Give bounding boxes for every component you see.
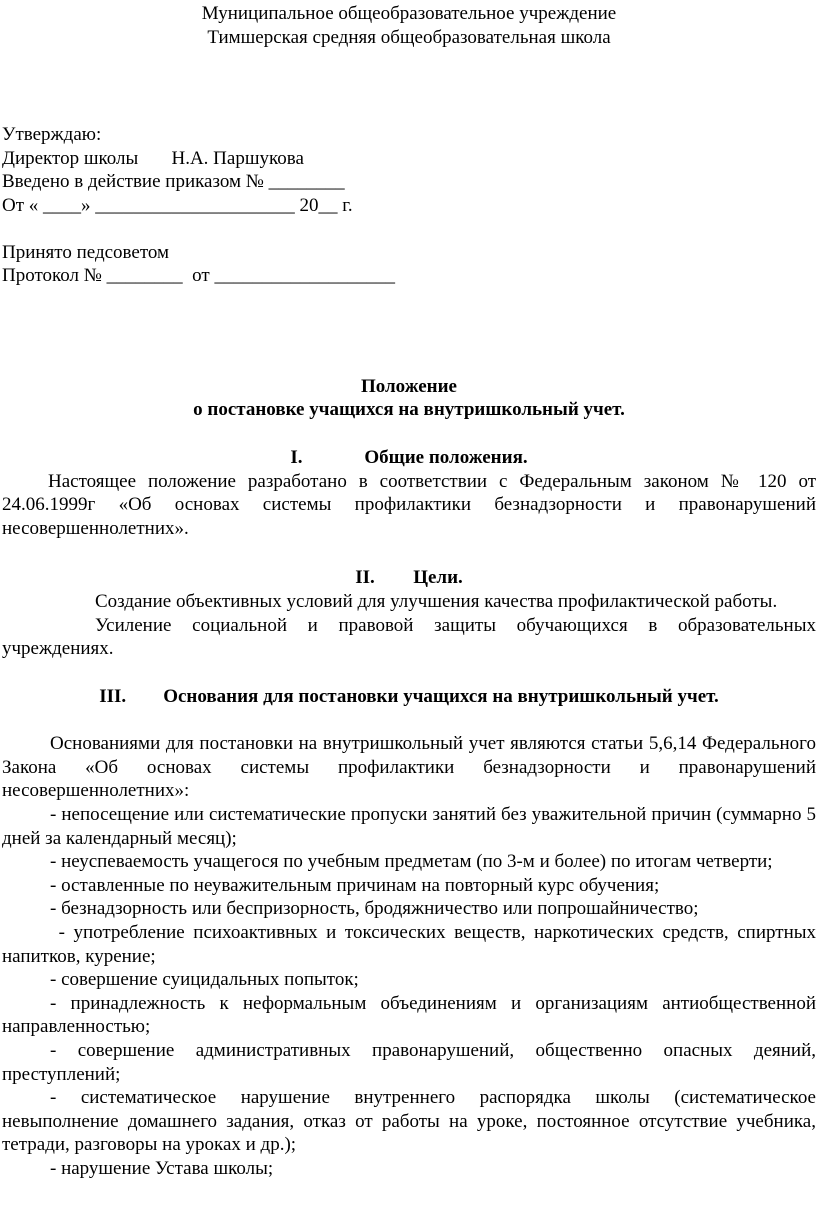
title-line-2: о постановке учащихся на внутришкольный учет.: [193, 399, 625, 421]
section-title: Цели.: [413, 567, 463, 589]
school-name: Тимшерская средняя общеобразовательная школа: [207, 26, 611, 48]
section-grounds: [2, 685, 816, 1181]
date-line: От « ____» _____________________ 20__ г.: [2, 194, 353, 216]
goal-paragraph: Создание объективных условий для улучшения качества профилактической работы.: [95, 590, 778, 612]
list-item: - совершение суицидальных попыток;: [50, 969, 359, 991]
order-line: Введено в действие приказом № ________: [2, 171, 345, 193]
protocol-line: Протокол № ________ от ___________________: [2, 265, 395, 287]
document-title: [2, 375, 816, 422]
approval-label: Утверждаю:: [2, 124, 102, 146]
list-item: - безнадзорность или беспризорность, бродяжничество или попрошайничество;: [50, 898, 699, 920]
list-item: - принадлежность к неформальным объединениям и организациям антиобщественной направленностью;: [2, 992, 816, 1038]
approval-block: [2, 123, 816, 288]
list-item: - систематическое нарушение внутреннего распорядка школы (систематическое невыполнение домашнего задания, отказ от работы на уроке, постоянное отсутствие учебника, тетради, разговоры на уроках и др.);: [2, 1087, 816, 1156]
section-number: II.: [355, 567, 375, 589]
list-item: - употребление психоактивных и токсических веществ, наркотических средств, спиртных напитков, курение;: [2, 922, 816, 967]
document-header: [2, 2, 816, 49]
section-heading: [2, 685, 816, 709]
director-line: Директор школы Н.А. Паршукова: [2, 147, 304, 169]
section-heading: [2, 566, 816, 590]
section-number: III.: [99, 685, 127, 707]
list-item: - нарушение Устава школы;: [50, 1157, 274, 1179]
list-item: - оставленные по неуважительным причинам на повторный курс обучения;: [50, 874, 660, 896]
accepted-line: Принято педсоветом: [2, 241, 170, 263]
list-item: - неуспеваемость учащегося по учебным предметам (по 3-м и более) по итогам четверти;: [50, 851, 773, 873]
title-line-1: Положение: [360, 375, 457, 397]
section-heading: [2, 446, 816, 470]
section-title: Основания для постановки учащихся на внутришкольный учет.: [163, 685, 719, 707]
section-paragraph: Основаниями для постановки на внутришкольный учет являются статьи 5,6,14 Федерального Закона «Об основах системы профилактики безнадзорности и правонарушений несовершеннолетних»:: [2, 733, 816, 802]
goal-paragraph: Усиление социальной и правовой защиты обучающихся в образовательных учреждениях.: [2, 614, 816, 660]
list-item: - непосещение или систематические пропуски занятий без уважительной причин (суммарно 5 дней за календарный месяц);: [2, 804, 816, 849]
section-general: [2, 446, 816, 540]
section-goals: [2, 566, 816, 660]
section-number: I.: [290, 446, 303, 468]
list-item: - совершение административных правонарушений, общественно опасных деяний, преступлений;: [2, 1040, 816, 1085]
section-title: Общие положения.: [364, 446, 528, 468]
institution-name: Муниципальное общеобразовательное учреждение: [201, 3, 617, 24]
section-paragraph: Настоящее положение разработано в соответствии с Федеральным законом № 120 от 24.06.1999г «Об основах системы профилактики безнадзорности и правонарушений несовершеннолетних».: [2, 470, 816, 539]
